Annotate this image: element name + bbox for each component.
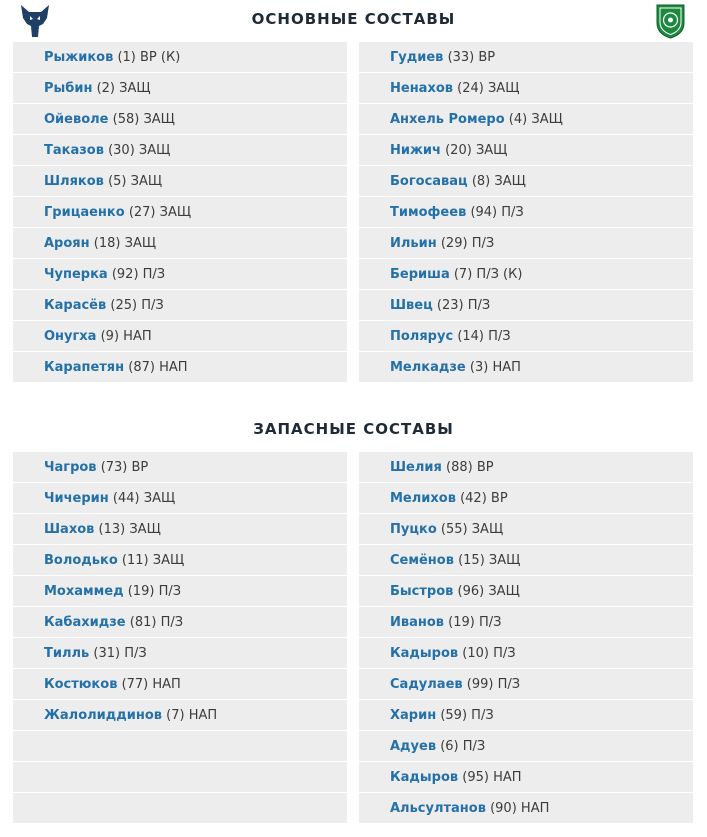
player-position: НАП: [520, 801, 550, 816]
player-row: [359, 228, 693, 259]
player-position: ЗАЩ: [138, 143, 171, 158]
player-row: [13, 104, 347, 135]
empty-row: [13, 762, 347, 793]
player-position: П/З: [471, 236, 495, 251]
player-number: (27): [128, 205, 156, 220]
player-name-link[interactable]: Нижич: [390, 143, 441, 158]
player-name-link[interactable]: Шахов: [44, 522, 95, 537]
player-name-link[interactable]: Мохаммед: [44, 584, 124, 599]
player-row: [359, 104, 693, 135]
player-name-link[interactable]: Ильин: [390, 236, 437, 251]
player-number: (18): [93, 236, 121, 251]
player-number: (14): [457, 329, 484, 344]
player-position: ЗАЩ: [471, 522, 504, 537]
player-number: (20): [445, 143, 472, 158]
player-name-link[interactable]: Богосавац: [390, 174, 468, 189]
player-row: [13, 42, 347, 73]
player-name-link[interactable]: Грицаенко: [44, 205, 125, 220]
player-name-link[interactable]: Харин: [390, 708, 437, 723]
player-row: [359, 638, 693, 669]
player-number: (90): [490, 801, 517, 816]
player-name-link[interactable]: Ненахов: [390, 81, 453, 96]
player-number: (30): [108, 143, 135, 158]
player-row: [359, 731, 693, 762]
player-name-link[interactable]: Мелихов: [390, 491, 456, 506]
player-number: (5): [108, 174, 127, 189]
player-position: П/З: [142, 267, 166, 282]
player-position: ЗАЩ: [119, 81, 151, 96]
player-position: ВР: [476, 460, 494, 475]
player-name-link[interactable]: Костюков: [44, 677, 118, 692]
player-name-link[interactable]: Ойеволе: [44, 112, 109, 127]
home-starting-list: [13, 42, 347, 383]
player-row: [13, 259, 347, 290]
player-position: ЗАЩ: [152, 553, 185, 568]
player-row: [13, 483, 347, 514]
empty-row: [13, 793, 347, 824]
player-name-link[interactable]: Швец: [390, 298, 433, 313]
player-row: [359, 700, 693, 731]
player-name-link[interactable]: Ароян: [44, 236, 90, 251]
player-row: [359, 452, 693, 483]
player-position: П/З: [158, 584, 182, 599]
player-number: (13): [98, 522, 126, 537]
player-number: (6): [440, 739, 459, 754]
player-number: (77): [121, 677, 149, 692]
player-position: ЗАЩ: [531, 112, 563, 127]
player-position: П/З: [493, 646, 516, 661]
player-number: (88): [446, 460, 473, 475]
player-row: [359, 42, 693, 73]
player-name-link[interactable]: Карапетян: [44, 360, 125, 375]
player-number: (44): [112, 491, 140, 506]
player-name-link[interactable]: Таказов: [44, 143, 104, 158]
player-number: (1): [117, 50, 136, 65]
player-name-link[interactable]: Кадыров: [390, 646, 459, 661]
player-name-link[interactable]: Жалолиддинов: [44, 708, 163, 723]
player-row: [13, 607, 347, 638]
player-position: П/З: [160, 615, 184, 630]
player-number: (19): [448, 615, 475, 630]
player-position: П/З: [124, 646, 147, 661]
player-row: [359, 352, 693, 383]
player-row: [359, 545, 693, 576]
player-number: (25): [110, 298, 138, 313]
player-number: (55): [440, 522, 468, 537]
player-name-link[interactable]: Шелия: [390, 460, 442, 475]
player-row: [359, 73, 693, 104]
player-position: ЗАЩ: [475, 143, 508, 158]
player-name-link[interactable]: Полярус: [390, 329, 454, 344]
player-number: (31): [93, 646, 121, 661]
player-position: П/З: [462, 739, 486, 754]
player-position: ВР: [131, 460, 149, 475]
player-position: НАП: [188, 708, 218, 723]
player-number: (58): [112, 112, 140, 127]
player-number: (4): [508, 112, 528, 127]
player-position: ЗАЩ: [487, 81, 520, 96]
player-row: [13, 352, 347, 383]
player-number: (29): [440, 236, 468, 251]
player-name-link[interactable]: Семёнов: [390, 553, 454, 568]
player-row: [13, 135, 347, 166]
player-number: (81): [129, 615, 157, 630]
player-row: [13, 669, 347, 700]
player-row: [13, 545, 347, 576]
player-position: ЗАЩ: [494, 174, 526, 189]
player-row: [359, 793, 693, 824]
player-row: [359, 762, 693, 793]
away-substitutes-list: [359, 452, 693, 824]
player-number: (19): [127, 584, 155, 599]
player-number: (42): [460, 491, 487, 506]
player-position: ВР: [490, 491, 508, 506]
player-position: ЗАЩ: [488, 553, 521, 568]
player-row: [359, 166, 693, 197]
player-position: П/З: [479, 615, 502, 630]
player-number: (2): [96, 81, 116, 96]
player-number: (92): [111, 267, 139, 282]
player-row: [359, 197, 693, 228]
player-position: НАП: [123, 329, 152, 344]
player-row: [359, 259, 693, 290]
player-name-link[interactable]: Карасёв: [44, 298, 107, 313]
player-row: [13, 197, 347, 228]
player-name-link[interactable]: Адуев: [390, 739, 437, 754]
substitutes-title: ЗАПАСНЫЕ СОСТАВЫ: [253, 420, 454, 438]
player-name-link[interactable]: Гудиев: [390, 50, 444, 65]
player-position: ВР: [478, 50, 496, 65]
player-number: (3): [469, 360, 489, 375]
akhmat-shield-icon: [655, 3, 686, 39]
away-team-logo[interactable]: [655, 3, 686, 39]
player-position: П/З: [141, 298, 164, 313]
player-row: [359, 607, 693, 638]
player-name-link[interactable]: Чагров: [44, 460, 97, 475]
player-number: (7): [453, 267, 473, 282]
home-substitutes-list: [13, 452, 347, 824]
player-position: ЗАЩ: [130, 174, 163, 189]
player-position: П/З (К): [476, 267, 523, 282]
player-name-link[interactable]: Рыбин: [44, 81, 93, 96]
player-row: [13, 452, 347, 483]
player-row: [13, 576, 347, 607]
player-number: (11): [121, 553, 149, 568]
player-position: П/З: [497, 677, 521, 692]
player-number: (10): [462, 646, 489, 661]
player-row: [13, 700, 347, 731]
player-position: ЗАЩ: [124, 236, 157, 251]
player-position: НАП: [152, 677, 181, 692]
player-row: [13, 73, 347, 104]
player-number: (94): [470, 205, 498, 220]
player-row: [13, 638, 347, 669]
player-row: [13, 321, 347, 352]
player-name-link[interactable]: Альсултанов: [390, 801, 486, 816]
player-row: [13, 166, 347, 197]
player-name-link[interactable]: Мелкадзе: [390, 360, 466, 375]
player-name-link[interactable]: Тилль: [44, 646, 90, 661]
player-name-link[interactable]: Анхель Ромеро: [390, 112, 505, 127]
player-number: (24): [457, 81, 484, 96]
player-name-link[interactable]: Пуцко: [390, 522, 437, 537]
player-position: ЗАЩ: [143, 112, 175, 127]
player-name-link[interactable]: Бериша: [390, 267, 450, 282]
player-row: [359, 290, 693, 321]
player-row: [359, 483, 693, 514]
player-name-link[interactable]: Иванов: [390, 615, 445, 630]
player-position: НАП: [492, 360, 521, 375]
player-name-link[interactable]: Кабахидзе: [44, 615, 126, 630]
player-name-link[interactable]: Чуперка: [44, 267, 108, 282]
player-number: (15): [458, 553, 485, 568]
player-position: ЗАЩ: [129, 522, 161, 537]
player-position: НАП: [493, 770, 522, 785]
player-position: П/З: [488, 329, 511, 344]
player-row: [13, 290, 347, 321]
player-name-link[interactable]: Кадыров: [390, 770, 459, 785]
player-name-link[interactable]: Онугха: [44, 329, 97, 344]
player-name-link[interactable]: Шляков: [44, 174, 104, 189]
player-name-link[interactable]: Володько: [44, 553, 118, 568]
player-name-link[interactable]: Чичерин: [44, 491, 109, 506]
player-number: (96): [457, 584, 485, 599]
player-position: НАП: [159, 360, 188, 375]
player-number: (33): [447, 50, 475, 65]
player-number: (23): [436, 298, 464, 313]
player-row: [359, 669, 693, 700]
player-name-link[interactable]: Тимофеев: [390, 205, 467, 220]
player-number: (95): [462, 770, 489, 785]
player-row: [359, 576, 693, 607]
player-row: [359, 321, 693, 352]
player-name-link[interactable]: Садулаев: [390, 677, 463, 692]
player-position: ВР (К): [140, 50, 181, 65]
player-row: [13, 514, 347, 545]
player-name-link[interactable]: Быстров: [390, 584, 454, 599]
player-row: [13, 228, 347, 259]
player-number: (7): [166, 708, 185, 723]
player-position: ЗАЩ: [488, 584, 520, 599]
player-number: (9): [100, 329, 120, 344]
player-row: [359, 135, 693, 166]
empty-row: [13, 731, 347, 762]
player-number: (99): [466, 677, 494, 692]
player-name-link[interactable]: Рыжиков: [44, 50, 114, 65]
player-number: (87): [128, 360, 155, 375]
player-position: П/З: [467, 298, 491, 313]
player-row: [359, 514, 693, 545]
player-number: (8): [471, 174, 491, 189]
starting-lineups-title: ОСНОВНЫЕ СОСТАВЫ: [251, 10, 456, 28]
player-position: П/З: [501, 205, 524, 220]
player-position: ЗАЩ: [159, 205, 192, 220]
away-starting-list: [359, 42, 693, 383]
player-number: (73): [100, 460, 128, 475]
player-number: (59): [440, 708, 468, 723]
player-position: ЗАЩ: [143, 491, 176, 506]
player-position: П/З: [471, 708, 494, 723]
